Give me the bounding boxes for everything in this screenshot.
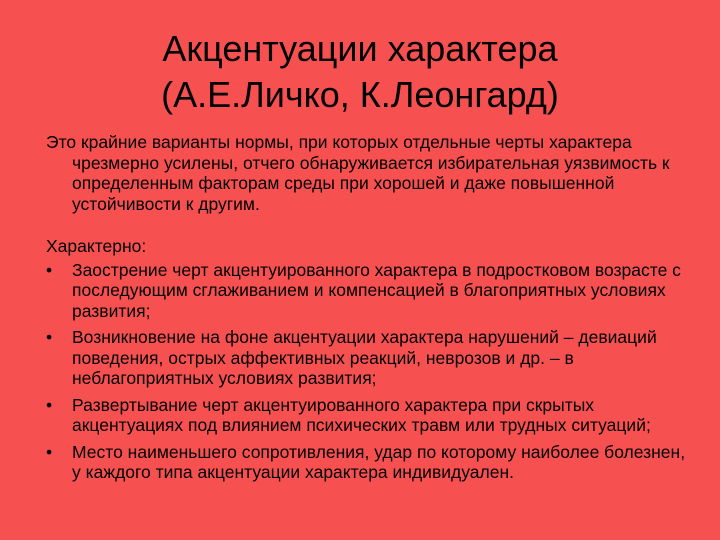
- title-line-1: Акцентуации характера: [162, 28, 558, 69]
- bullet-icon: •: [46, 394, 53, 415]
- bullet-list: [46, 260, 686, 483]
- list-heading: Характерно:: [46, 236, 147, 256]
- list-item: [46, 395, 686, 436]
- slide-body: [46, 132, 686, 489]
- list-item: [46, 327, 686, 389]
- list-item-text: Развертывание черт акцентуированного характера при скрытых акцентуациях под влиянием психических травм или трудных ситуаций;: [72, 394, 651, 435]
- bullet-icon: •: [46, 327, 53, 347]
- list-item-text: Заострение черт акцентуированного характера в подростковом возрасте с последующим сглаживанием и компенсацией в благоприятных условиях развития;: [72, 259, 681, 321]
- list-item: [46, 260, 686, 322]
- list-item-text: Место наименьшего сопротивления, удар по которому наиболее болезнен, у каждого типа акцентуации характера индивидуален.: [72, 441, 686, 482]
- spacer: [46, 214, 686, 236]
- bullet-icon: •: [46, 259, 53, 280]
- list-item: [46, 442, 686, 483]
- bullet-icon: •: [46, 441, 53, 462]
- slide-title: [0, 26, 720, 118]
- list-item-text: Возникновение на фоне акцентуации характера нарушений – девиаций поведения, острых аффективных реакций, неврозов и др. – в неблагоприятных условиях развития;: [72, 327, 657, 388]
- intro-paragraph: Это крайние варианты нормы, при которых отдельные черты характера чрезмерно усилены, отчего обнаруживается избирательная уязвимость к определенным факторам среды при хорошей и даже повышенной устойчивости к другим.: [46, 132, 670, 214]
- title-line-2: (А.Е.Личко, К.Леонгард): [161, 74, 559, 115]
